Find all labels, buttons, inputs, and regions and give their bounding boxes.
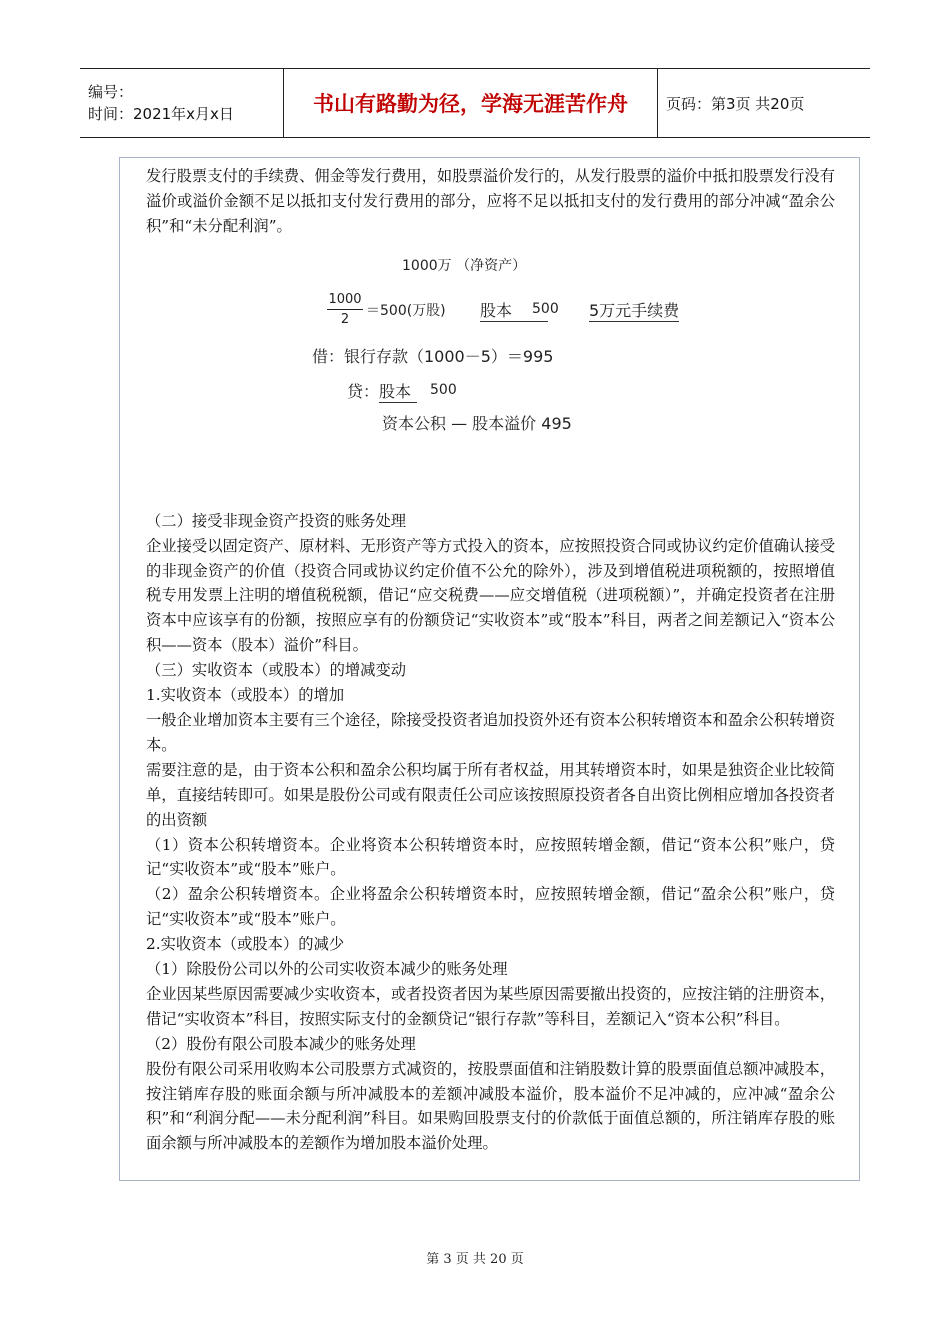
paragraph: 企业因某些原因需要减少实收资本，或者投资者因为某些原因需要撤出投资的，应按注销的注册资本，借记“实收资本”科目，按照实际支付的金额贷记“银行存款”等科目，差额记入“资本公积”科目。 xyxy=(146,984,835,1028)
paragraph: 发行股票支付的手续费、佣金等发行费用，如股票溢价发行的，从发行股票的溢价中抵扣股票发行没有溢价或溢价金额不足以抵扣支付发行费用的部分，应将不足以抵扣支付的发行费用的部分冲减“盈余公积”和“未分配利润”。 xyxy=(146,167,835,235)
paragraph: 一般企业增加资本主要有三个途径，除接受投资者追加投资外还有资本公积转增资本和盈余公积转增资本。 xyxy=(146,710,835,754)
subsection-heading: 2.实收资本（或股本）的减少 xyxy=(146,935,345,954)
credit-stock: 股本 xyxy=(379,379,417,403)
paragraph: （1）资本公积转增资本。企业将资本公积转增资本时，应按照转增金额，借记“资本公积”账户，贷记“实收资本”或“股本”账户。 xyxy=(146,835,835,879)
footer-page-number: 第 3 页 共 20 页 xyxy=(426,1252,524,1267)
document-number: 编号： xyxy=(88,83,134,101)
page-header xyxy=(80,68,870,138)
stock-value: 500 xyxy=(532,300,559,317)
subsection-heading: 1.实收资本（或股本）的增加 xyxy=(146,686,345,705)
net-assets-label: 1000万 （净资产） xyxy=(402,257,527,274)
header-page-number xyxy=(658,69,870,137)
credit-prefix: 贷： xyxy=(347,381,380,401)
motto-text: 书山有路勤为径，学海无涯苦作舟 xyxy=(313,92,628,116)
paragraph: 企业接受以固定资产、原材料、无形资产等方式投入的资本，应按照投资合同或协议约定价值确认接受的非现金资产的价值（投资合同或协议约定价值不公允的除外），涉及到增值税进项税额的，按照增值税专用发票上注明的增值税税额，借记“应交税费——应交增值税（进项税额）”，并确定投资者在注册资本中应该享有的份额，按照应享有的份额贷记“实收资本”或“股本”科目，两者之间差额记入“资本公积——资本（股本）溢价”科目。 xyxy=(146,536,835,655)
capital-reserve-entry: 资本公积 — 股本溢价 495 xyxy=(382,413,572,433)
header-motto xyxy=(284,69,658,137)
document-time: 时间：2021年x月x日 xyxy=(88,105,234,123)
fraction-result: ＝500(万股) xyxy=(366,302,446,319)
fraction-numerator: 1000 xyxy=(328,291,362,307)
page-count: 页码：第3页 共20页 xyxy=(666,94,805,113)
header-meta xyxy=(80,69,284,137)
paragraph: 股份有限公司采用收购本公司股票方式减资的，按股票面值和注销股数计算的股票面值总额冲减股本，按注销库存股的账面余额与所冲减股本的差额冲减股本溢价，股本溢价不足冲减的，应冲减“盈余公积”和“利润分配——未分配利润”科目。如果购回股票支付的价款低于面值总额的，所注销库存股的账面余额与所冲减股本的差额作为增加股本溢价处理。 xyxy=(146,1059,835,1153)
subsection-heading: （2）股份有限公司股本减少的账务处理 xyxy=(146,1034,416,1053)
paragraph: 需要注意的是，由于资本公积和盈余公积均属于所有者权益，用其转增资本时，如果是独资企业比较简单，直接结转即可。如果是股份公司或有限责任公司应该按照原投资者各自出资比例相应增加各投资者的出资额 xyxy=(146,760,835,829)
page-footer xyxy=(0,1248,950,1267)
credit-stock-value: 500 xyxy=(430,381,457,398)
paragraph: （2）盈余公积转增资本。企业将盈余公积转增资本时，应按照转增金额，借记“盈余公积”账户，贷记“实收资本”或“股本”账户。 xyxy=(146,885,835,929)
fee-label: 5万元手续费 xyxy=(589,298,679,322)
section-heading: （三）实收资本（或股本）的增减变动 xyxy=(146,661,407,680)
debit-entry: 借：银行存款（1000－5）＝995 xyxy=(312,346,554,366)
section-heading: （二）接受非现金资产投资的账务处理 xyxy=(146,511,407,530)
journal-entry-figure xyxy=(146,239,835,509)
fraction-denominator: 2 xyxy=(327,309,363,329)
stock-label-text: 股本 xyxy=(480,300,513,320)
share-fraction xyxy=(327,290,363,329)
content-box xyxy=(119,157,860,1181)
subsection-heading: （1）除股份公司以外的公司实收资本减少的账务处理 xyxy=(146,960,508,979)
